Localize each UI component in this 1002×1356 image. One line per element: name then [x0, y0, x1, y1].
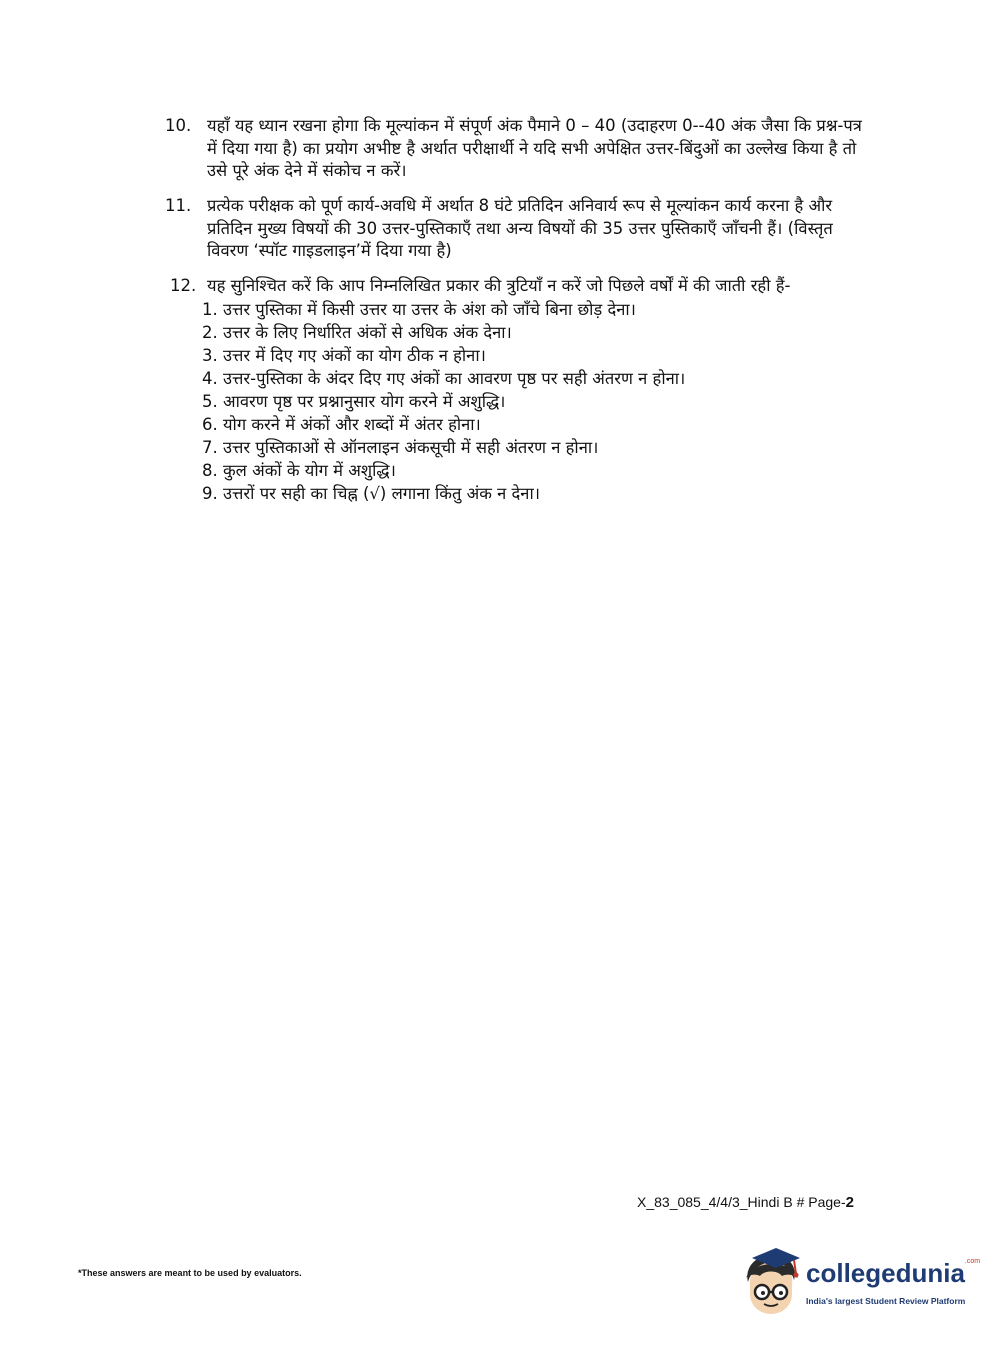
list-item: 8. कुल अंकों के योग में अशुद्धि।	[202, 461, 396, 480]
page-number: 2	[845, 1194, 854, 1211]
mascot-icon	[742, 1248, 804, 1320]
logo-suffix: .com	[964, 1258, 981, 1265]
collegedunia-logo	[742, 1248, 981, 1320]
page-reference	[637, 1194, 854, 1211]
instruction-text: प्रत्येक परीक्षक को पूर्ण कार्य-अवधि में अर्थात 8 घंटे प्रतिदिन अनिवार्य रूप से मूल्यांकन कार्य करना है और प्रतिदिन मुख्य विषयों की 30 उत्तर-पुस्तिकाएँ तथा अन्य विषयों की 35 उत्तर पुस्तिकाएँ जाँचनी हैं। (विस्तृत विवरण ‘स्पॉट गाइडलाइन’में दिया गया है)	[207, 196, 833, 260]
list-item: 3. उत्तर में दिए गए अंकों का योग ठीक न होना।	[202, 346, 486, 365]
list-item: 7. उत्तर पुस्तिकाओं से ऑनलाइन अंकसूची में सही अंतरण न होना।	[202, 438, 599, 457]
instruction-number: 11.	[165, 196, 192, 215]
instruction-11	[165, 195, 865, 263]
instruction-text: यह सुनिश्चित करें कि आप निम्नलिखित प्रकार की त्रुटियाँ न करें जो पिछले वर्षों में की जाती रही हैं-	[207, 276, 791, 295]
instruction-text: यहाँ यह ध्यान रखना होगा कि मूल्यांकन में संपूर्ण अंक पैमाने 0 – 40 (उदाहरण 0--40 अंक जैसा कि प्रश्न-पत्र में दिया गया है) का प्रयोग अभीष्ट है अर्थात परीक्षार्थी ने यदि सभी अपेक्षित उत्तर-बिंदुओं का उल्लेख किया है तो उसे पूरे अंक देने में संकोच न करें।	[207, 116, 862, 180]
instruction-12	[170, 275, 870, 298]
list-item: 4. उत्तर-पुस्तिका के अंदर दिए गए अंकों का आवरण पृष्ठ पर सही अंतरण न होना।	[202, 369, 686, 388]
list-item: 6. योग करने में अंकों और शब्दों में अंतर होना।	[202, 415, 481, 434]
errors-list	[202, 298, 685, 505]
logo-tagline: India's largest Student Review Platform	[806, 1296, 966, 1306]
page-reference-prefix: X_83_085_4/4/3_Hindi B # Page-	[637, 1194, 846, 1210]
logo-wordmark	[806, 1258, 980, 1289]
list-item: 1. उत्तर पुस्तिका में किसी उत्तर या उत्तर के अंश को जाँचे बिना छोड़ देना।	[202, 300, 636, 319]
footnote: *These answers are meant to be used by evaluators.	[78, 1268, 302, 1278]
instruction-number: 10.	[165, 116, 192, 135]
logo-name: collegedunia	[806, 1258, 965, 1288]
list-item: 2. उत्तर के लिए निर्धारित अंकों से अधिक अंक देना।	[202, 323, 512, 342]
list-item: 9. उत्तरों पर सही का चिह्न (√) लगाना किंतु अंक न देना।	[202, 484, 540, 503]
instruction-number: 12.	[170, 276, 197, 295]
instruction-10	[165, 115, 865, 183]
list-item: 5. आवरण पृष्ठ पर प्रश्नानुसार योग करने में अशुद्धि।	[202, 392, 506, 411]
